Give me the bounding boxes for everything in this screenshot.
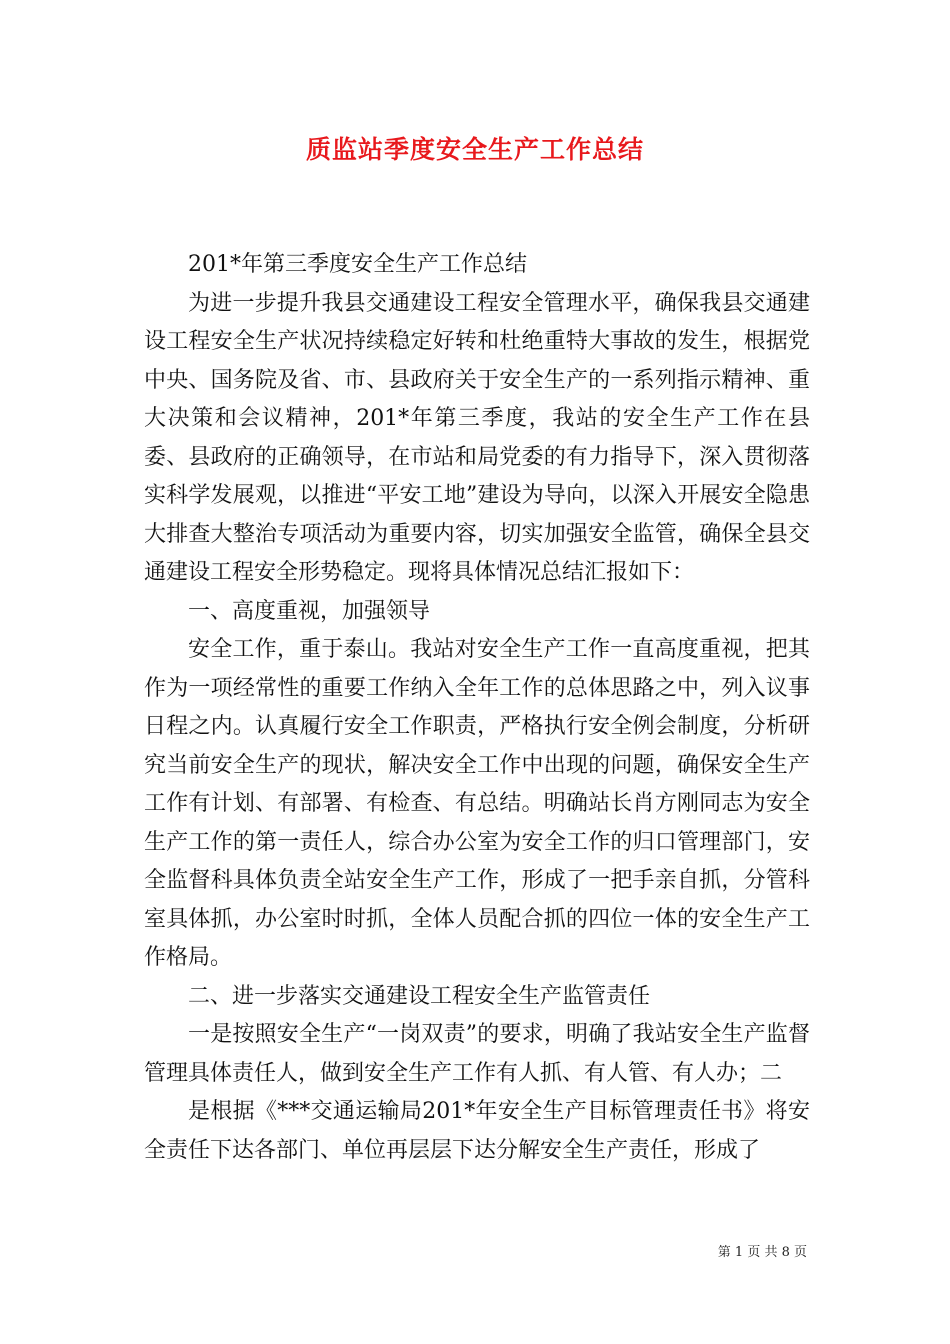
section-subtitle: 201*年第三季度安全生产工作总结 [188, 252, 527, 277]
page-number-footer: 第 1 页 共 8 页 [717, 1245, 807, 1260]
document-title: 质监站季度安全生产工作总结 [305, 135, 644, 164]
document-body [144, 246, 810, 1170]
intro-paragraph: 为进一步提升我县交通建设工程安全管理水平，确保我县交通建设工程安全生产状况持续稳定好转和杜绝重特大事故的发生，根据党中央、国务院及省、市、县政府关于安全生产的一系列指示精神、重大决策和会议精神，201*年第三季度，我站的安全生产工作在县委、县政府的正确领导，在市站和局党委的有力指导下，深入贯彻落实科学发展观，以推进“平安工地”建设为导向，以深入开展安全隐患大排查大整治专项活动为重要内容，切实加强安全监管，确保全县交通建设工程安全形势稳定。现将具体情况总结汇报如下： [144, 290, 810, 585]
section-1-paragraph: 安全工作，重于泰山。我站对安全生产工作一直高度重视，把其作为一项经常性的重要工作纳入全年工作的总体思路之中，列入议事日程之内。认真履行安全工作职责，严格执行安全例会制度，分析研究当前安全生产的现状，解决安全工作中出现的问题，确保安全生产工作有计划、有部署、有检查、有总结。明确站长肖方刚同志为安全生产工作的第一责任人，综合办公室为安全工作的归口管理部门，安全监督科具体负责全站安全生产工作，形成了一把手亲自抓，分管科室具体抓，办公室时时抓，全体人员配合抓的四位一体的安全生产工作格局。 [144, 637, 810, 970]
section-2-paragraph-2: 是根据《***交通运输局201*年安全生产目标管理责任书》将安全责任下达各部门、单位再层层下达分解安全生产责任，形成了 [144, 1099, 810, 1163]
section-heading-1: 一、高度重视，加强领导 [188, 598, 431, 624]
section-2-paragraph-1: 一是按照安全生产“一岗双责”的要求，明确了我站安全生产监督管理具体责任人，做到安全生产工作有人抓、有人管、有人办；二 [144, 1022, 810, 1086]
section-heading-2: 二、进一步落实交通建设工程安全生产监管责任 [188, 983, 651, 1009]
